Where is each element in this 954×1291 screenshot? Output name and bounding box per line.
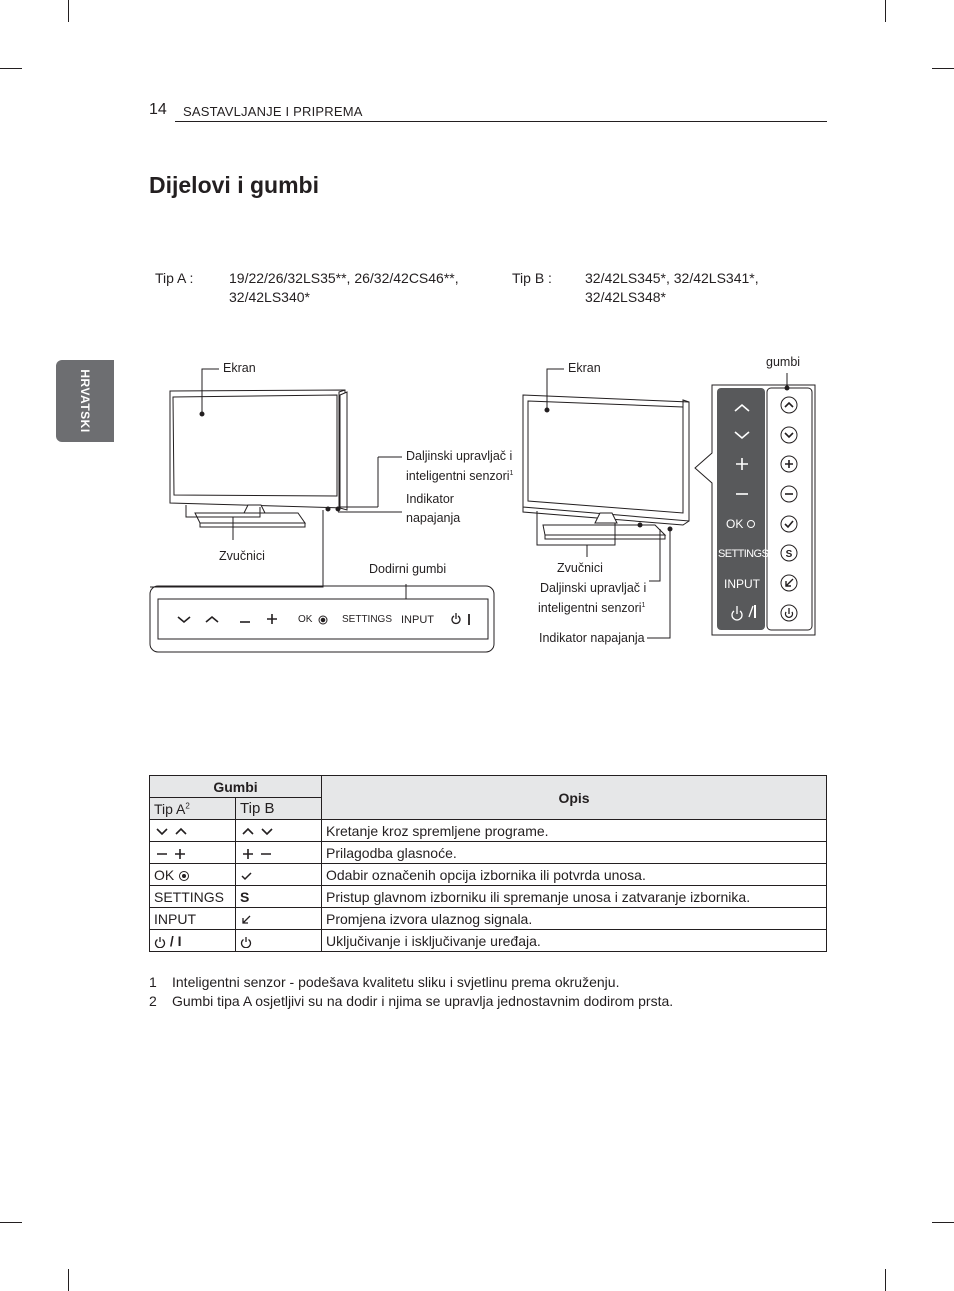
remote-sensor-label-a-2-text: inteligentni senzori xyxy=(406,469,510,484)
header-rule xyxy=(175,121,827,122)
panel-b-input-label: INPUT xyxy=(724,577,760,591)
table-subheader-type-a-text: Tip A xyxy=(154,800,186,817)
remote-sensor-label-a-2 xyxy=(406,465,513,485)
panel-a-settings-label: SETTINGS xyxy=(342,614,393,625)
panel-b-ok-label: OK xyxy=(726,517,744,531)
power-indicator-label-a-2: napajanja xyxy=(406,511,461,525)
table-cell-desc: Pristup glavnom izborniku ili spremanje unosa i zatvaranje izbornika. xyxy=(322,886,827,908)
table-cell-b xyxy=(236,908,322,930)
power-icon xyxy=(154,936,166,948)
table-header-gumbi: Gumbi xyxy=(150,776,322,798)
footnote-ref: 2 xyxy=(185,800,190,810)
crop-mark xyxy=(885,0,886,22)
type-b-models-2: 32/42LS348* xyxy=(585,289,666,305)
panel-a-input-label: INPUT xyxy=(401,614,434,626)
remote-sensor-label-a-1: Daljinski upravljač i xyxy=(406,449,513,463)
crop-mark xyxy=(68,1269,69,1291)
table-cell-desc: Odabir označenih opcija izbornika ili potvrda unosa. xyxy=(322,864,827,886)
table-cell-a xyxy=(150,930,236,952)
footnote-1-number: 1 xyxy=(149,974,157,990)
table-cell-b xyxy=(236,842,322,864)
crop-mark xyxy=(932,68,954,69)
crop-mark xyxy=(68,0,69,22)
type-b-label: Tip B : xyxy=(512,270,552,286)
language-tab xyxy=(56,360,114,442)
panel-a-ok-label: OK xyxy=(298,614,313,625)
panel-b-settings-label: SETTINGS xyxy=(718,548,769,560)
crop-mark xyxy=(0,1222,22,1223)
section-title: SASTAVLJANJE I PRIPREMA xyxy=(183,104,363,119)
remote-sensor-label-b-1: Daljinski upravljač i xyxy=(540,581,647,595)
speakers-label-a: Zvučnici xyxy=(219,549,265,563)
type-b-models-1: 32/42LS345*, 32/42LS341*, xyxy=(585,270,759,286)
chevron-up-down-icon xyxy=(240,826,276,838)
plus-minus-icon xyxy=(240,848,276,860)
table-header-opis: Opis xyxy=(322,776,827,820)
tv-type-a-illustration xyxy=(140,355,530,665)
type-a-models-1: 19/22/26/32LS35**, 26/32/42CS46**, xyxy=(229,270,459,286)
buttons-label-b: gumbi xyxy=(766,355,801,369)
screen-label-b: Ekran xyxy=(568,361,601,375)
table-cell-b: S xyxy=(236,886,322,908)
table-cell-desc: Promjena izvora ulaznog signala. xyxy=(322,908,827,930)
footnote-2-number: 2 xyxy=(149,993,157,1009)
table-cell-a xyxy=(150,842,236,864)
minus-plus-icon xyxy=(154,848,190,860)
table-row xyxy=(150,820,827,842)
table-cell-desc: Prilagodba glasnoće. xyxy=(322,842,827,864)
crop-mark xyxy=(0,68,22,69)
table-row xyxy=(150,908,827,930)
footnote-ref: 1 xyxy=(641,602,646,609)
table-row xyxy=(150,842,827,864)
buttons-table xyxy=(149,775,827,952)
ok-text: OK xyxy=(154,866,175,883)
crop-mark xyxy=(932,1222,954,1223)
crop-mark xyxy=(885,1269,886,1291)
page-title: Dijelovi i gumbi xyxy=(149,172,319,198)
touch-buttons-label: Dodirni gumbi xyxy=(369,562,447,576)
footnote-ref: 1 xyxy=(509,470,514,477)
ok-circle-icon xyxy=(178,870,190,882)
table-cell-a: SETTINGS xyxy=(150,886,236,908)
footnote-1-text: Inteligentni senzor - podešava kvalitetu sliku i svjetlinu prema okruženju. xyxy=(172,974,620,990)
power-indicator-label-b: Indikator napajanja xyxy=(539,631,645,645)
type-a-label: Tip A : xyxy=(155,270,194,286)
page-number: 14 xyxy=(149,101,167,118)
table-subheader-type-a xyxy=(150,798,236,820)
settings-s-icon: S xyxy=(785,549,793,560)
remote-sensor-label-b-2 xyxy=(538,597,645,617)
table-cell-a xyxy=(150,864,236,886)
speakers-label-b: Zvučnici xyxy=(557,561,603,575)
type-a-models-2: 32/42LS340* xyxy=(229,289,310,305)
chevron-down-up-icon xyxy=(154,826,190,838)
table-row xyxy=(150,930,827,952)
language-tab-label: HRVATSKI xyxy=(78,369,92,433)
power-slash-text: / I xyxy=(169,932,182,949)
power-icon xyxy=(240,936,252,948)
table-row xyxy=(150,886,827,908)
input-arrow-icon xyxy=(240,914,252,926)
table-cell-b xyxy=(236,864,322,886)
table-row xyxy=(150,864,827,886)
screen-label-a: Ekran xyxy=(223,361,256,375)
footnote-2-text: Gumbi tipa A osjetljivi su na dodir i njima se upravlja jednostavnim dodirom prsta. xyxy=(172,993,674,1009)
remote-sensor-label-b-2-text: inteligentni senzori xyxy=(538,601,642,616)
table-cell-desc: Uključivanje i isključivanje uređaja. xyxy=(322,930,827,952)
table-cell-a: INPUT xyxy=(150,908,236,930)
table-cell-a xyxy=(150,820,236,842)
checkmark-icon xyxy=(240,870,254,882)
table-subheader-type-b: Tip B xyxy=(236,798,322,820)
table-cell-b xyxy=(236,820,322,842)
power-indicator-label-a-1: Indikator xyxy=(406,492,454,506)
table-cell-desc: Kretanje kroz spremljene programe. xyxy=(322,820,827,842)
table-cell-b xyxy=(236,930,322,952)
